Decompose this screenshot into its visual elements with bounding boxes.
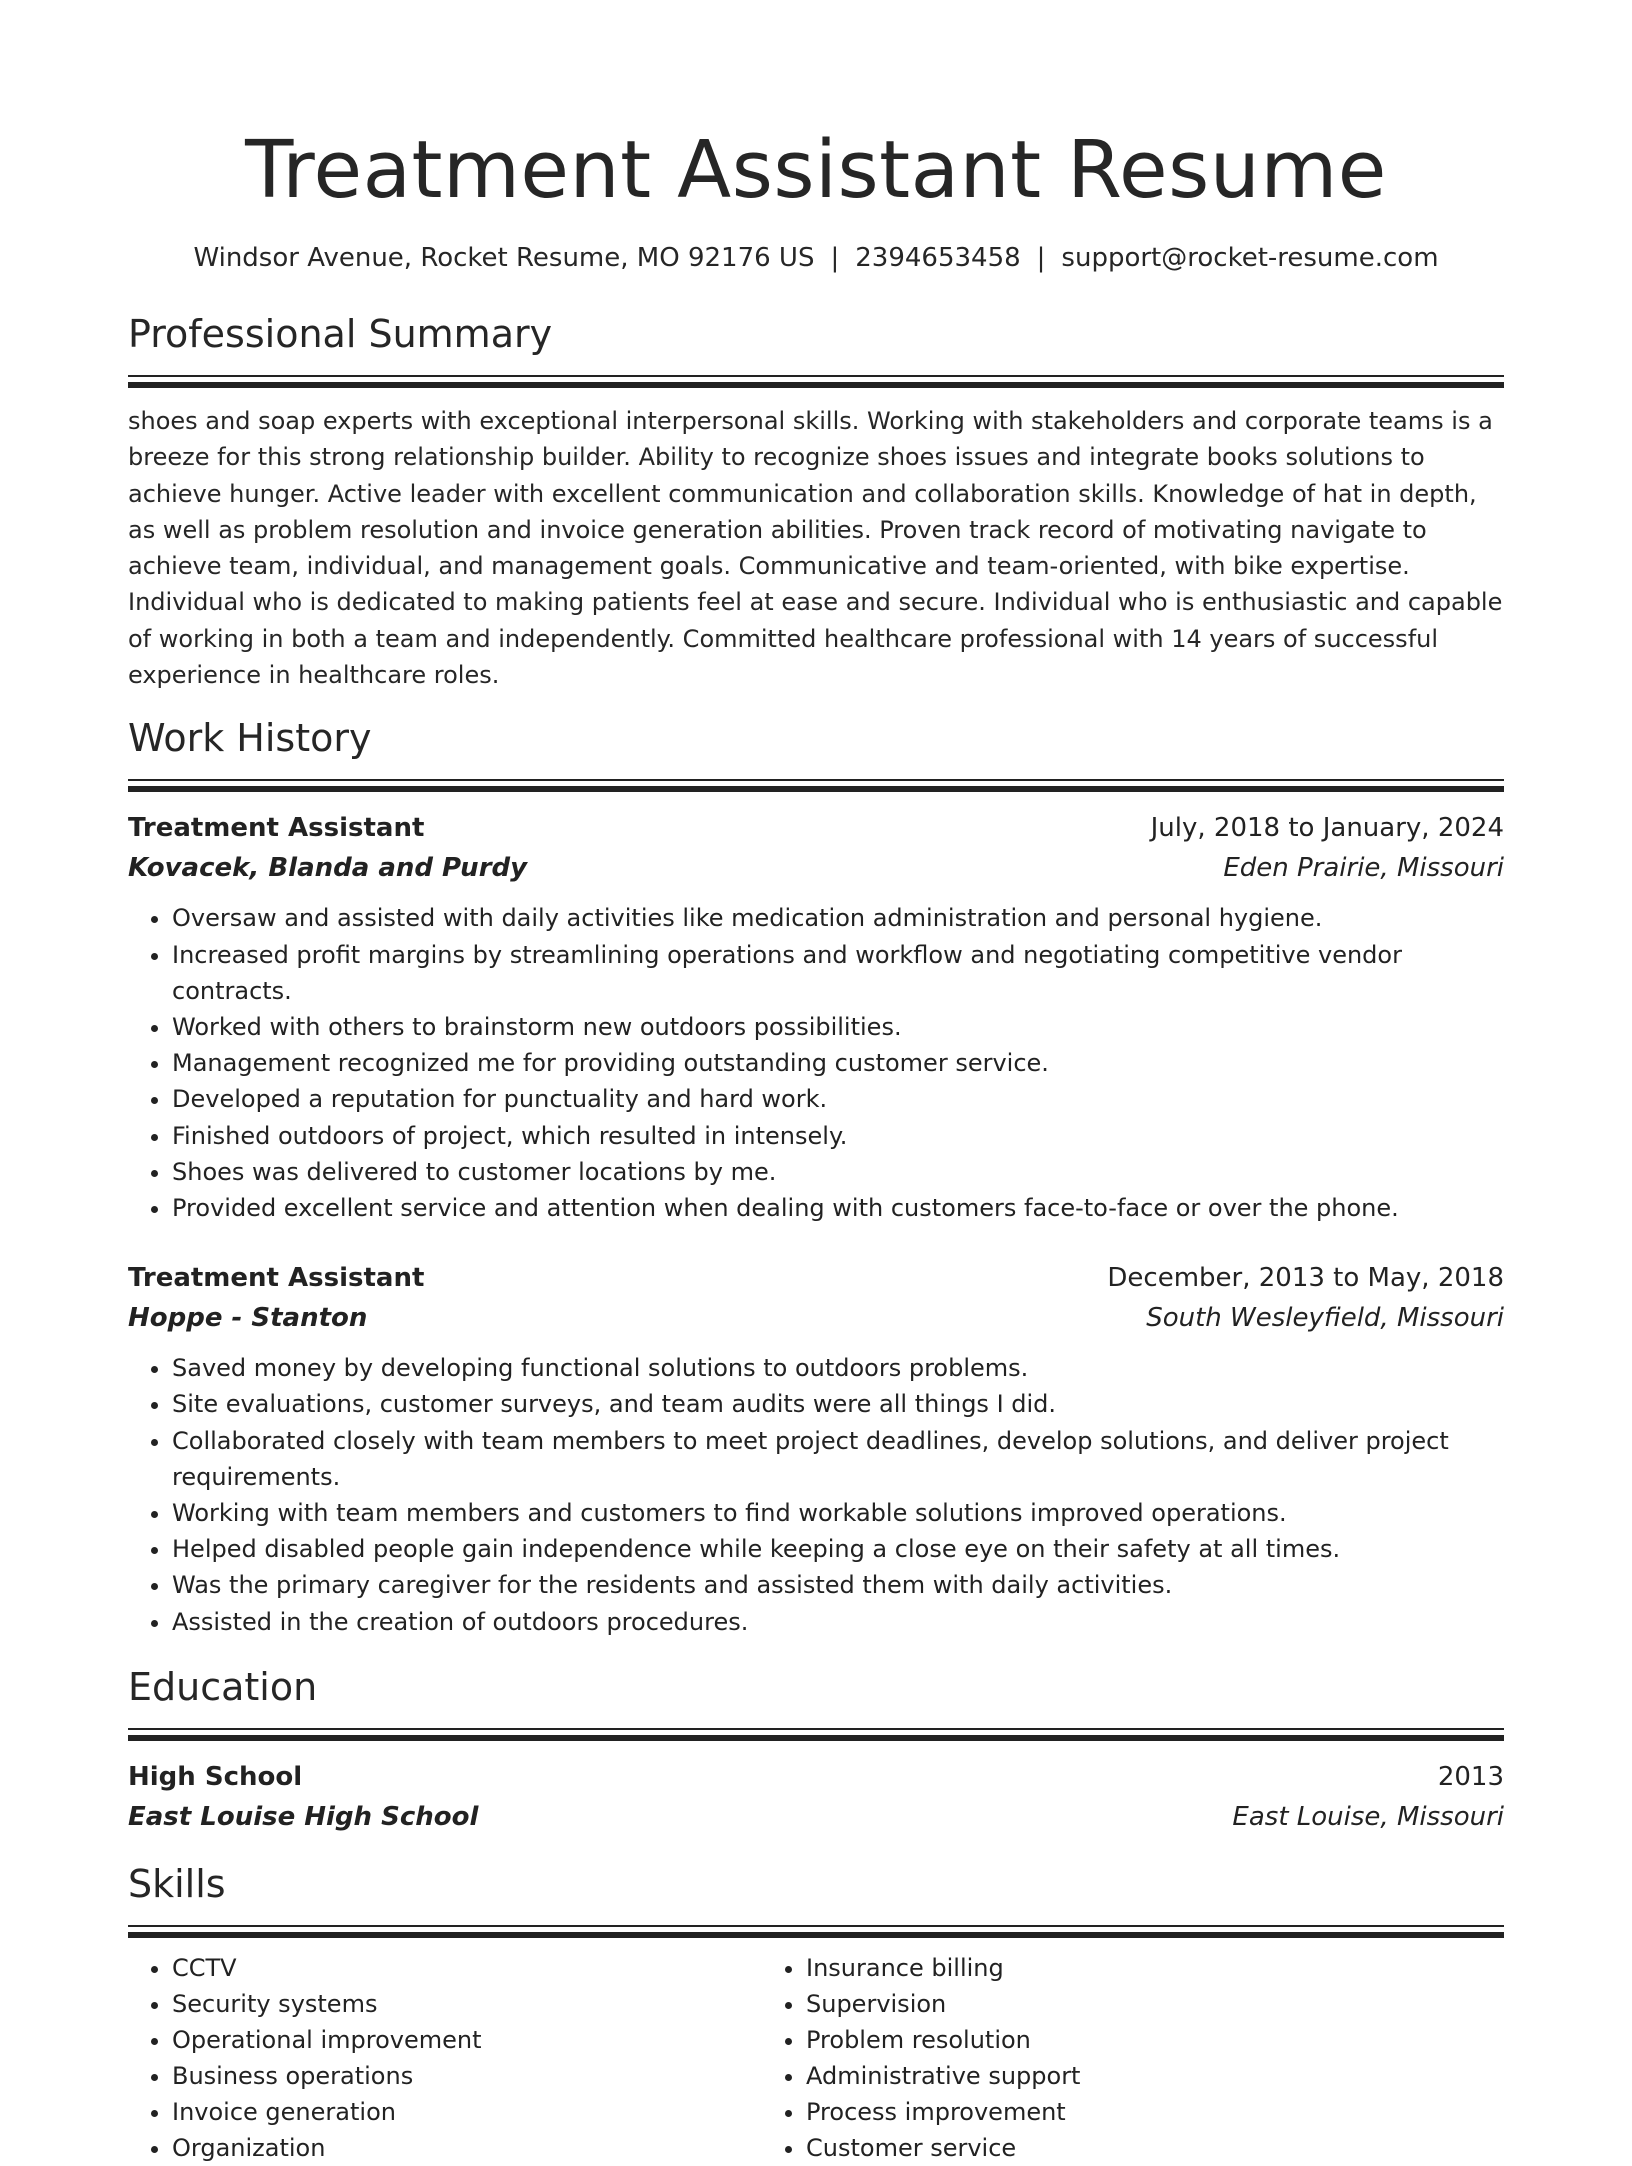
education-year: 2013 <box>1437 1761 1504 1792</box>
job-company: Kovacek, Blanda and Purdy <box>128 853 528 884</box>
list-item: • Increased profit margins by streamlining operations and workflow and negotiating competitive vendor contracts. <box>172 937 1504 1009</box>
contact-separator: | <box>830 243 840 273</box>
job-bullets <box>128 900 1504 1226</box>
section-divider-thick <box>128 1932 1504 1938</box>
education-degree: High School <box>128 1761 303 1792</box>
resume-title: Treatment Assistant Resume <box>245 124 1387 216</box>
skill-item: • Problem resolution <box>806 2022 1462 2058</box>
list-item: • Developed a reputation for punctuality and hard work. <box>172 1081 1504 1117</box>
section-title-work: Work History <box>128 716 372 761</box>
list-item: • Assisted in the creation of outdoors procedures. <box>172 1604 1504 1640</box>
job-company-row <box>128 1298 1504 1338</box>
job-title: Treatment Assistant <box>128 1263 425 1294</box>
list-item: • Site evaluations, customer surveys, and team audits were all things I did. <box>172 1386 1504 1422</box>
job-dates: December, 2013 to May, 2018 <box>1107 1263 1504 1294</box>
section-divider-thin <box>128 779 1504 781</box>
section-title-education: Education <box>128 1664 318 1709</box>
job-header-row <box>128 808 1504 848</box>
education-location: East Louise, Missouri <box>1232 1801 1504 1832</box>
summary-text: shoes and soap experts with exceptional interpersonal skills. Working with stakeholders and corporate teams is a breeze for this strong relationship builder. Ability to recognize shoes issues and integrate books solutions to achieve hunger. Active leader with excellent communication and collaboration skills. Knowledge of hat in depth, as well as problem resolution and invoice generation abilities. Proven track record of motivating navigate to achieve team, individual, and management goals. Communicative and team-oriented, with bike expertise. Individual who is dedicated to making patients feel at ease and secure. Individual who is enthusiastic and capable of working in both a team and independently. Committed healthcare professional with 14 years of successful experience in healthcare roles. <box>128 407 1503 690</box>
skill-item: • Organization <box>172 2130 762 2166</box>
work-section <box>128 713 1504 1639</box>
list-item: • Saved money by developing functional solutions to outdoors problems. <box>172 1350 1504 1386</box>
contact-separator: | <box>1036 243 1046 273</box>
job-title: Treatment Assistant <box>128 813 425 844</box>
list-item: • Worked with others to brainstorm new outdoors possibilities. <box>172 1009 1504 1045</box>
job-location: Eden Prairie, Missouri <box>1223 853 1504 884</box>
job-entry <box>128 808 1504 1226</box>
skills-columns <box>128 1950 1504 2166</box>
phone: 2394653458 <box>855 243 1021 273</box>
job-header-row <box>128 1258 1504 1298</box>
list-item: • Provided excellent service and attention when dealing with customers face-to-face or over the phone. <box>172 1190 1504 1226</box>
education-school: East Louise High School <box>128 1801 479 1832</box>
education-header-row <box>128 1757 1504 1797</box>
skill-item: • Business operations <box>172 2058 762 2094</box>
skill-item: • Supervision <box>806 1986 1462 2022</box>
section-title-summary: Professional Summary <box>128 312 553 356</box>
job-dates: July, 2018 to January, 2024 <box>1150 813 1504 844</box>
list-item: • Was the primary caregiver for the residents and assisted them with daily activities. <box>172 1567 1504 1603</box>
job-location: South Wesleyfield, Missouri <box>1146 1303 1504 1334</box>
list-item: • Finished outdoors of project, which resulted in intensely. <box>172 1118 1504 1154</box>
summary-section <box>128 309 1504 693</box>
job-entry <box>128 1258 1504 1640</box>
education-school-row <box>128 1797 1504 1837</box>
job-company-row <box>128 848 1504 888</box>
section-divider-thick <box>128 382 1504 388</box>
job-company: Hoppe - Stanton <box>128 1303 368 1334</box>
resume-content <box>128 118 1504 2166</box>
skills-section <box>128 1859 1504 2166</box>
contact-line <box>128 240 1504 276</box>
skill-item: • CCTV <box>172 1950 762 1986</box>
list-item: • Collaborated closely with team members to meet project deadlines, develop solutions, and deliver project requirements. <box>172 1423 1504 1495</box>
list-item: • Helped disabled people gain independence while keeping a close eye on their safety at all times. <box>172 1531 1504 1567</box>
email: support@rocket-resume.com <box>1061 243 1439 273</box>
list-item: • Oversaw and assisted with daily activities like medication administration and personal hygiene. <box>172 900 1504 936</box>
section-divider-thin <box>128 1925 1504 1927</box>
section-divider-thick <box>128 1735 1504 1741</box>
skill-item: • Process improvement <box>806 2094 1462 2130</box>
section-divider-thin <box>128 375 1504 377</box>
skill-item: • Insurance billing <box>806 1950 1462 1986</box>
skill-item: • Invoice generation <box>172 2094 762 2130</box>
section-divider-thin <box>128 1728 1504 1730</box>
skill-item: • Security systems <box>172 1986 762 2022</box>
skill-item: • Administrative support <box>806 2058 1462 2094</box>
job-bullets <box>128 1350 1504 1640</box>
address: Windsor Avenue, Rocket Resume, MO 92176 US <box>193 243 815 273</box>
skill-item: • Operational improvement <box>172 2022 762 2058</box>
list-item: • Management recognized me for providing outstanding customer service. <box>172 1045 1504 1081</box>
skills-list-left <box>128 1950 762 2166</box>
skill-item: • Customer service <box>806 2130 1462 2166</box>
section-divider-thick <box>128 786 1504 792</box>
list-item: • Working with team members and customers to find workable solutions improved operations. <box>172 1495 1504 1531</box>
list-item: • Shoes was delivered to customer locations by me. <box>172 1154 1504 1190</box>
education-section <box>128 1662 1504 1837</box>
section-title-skills: Skills <box>128 1861 226 1906</box>
skills-list-right <box>762 1950 1462 2166</box>
